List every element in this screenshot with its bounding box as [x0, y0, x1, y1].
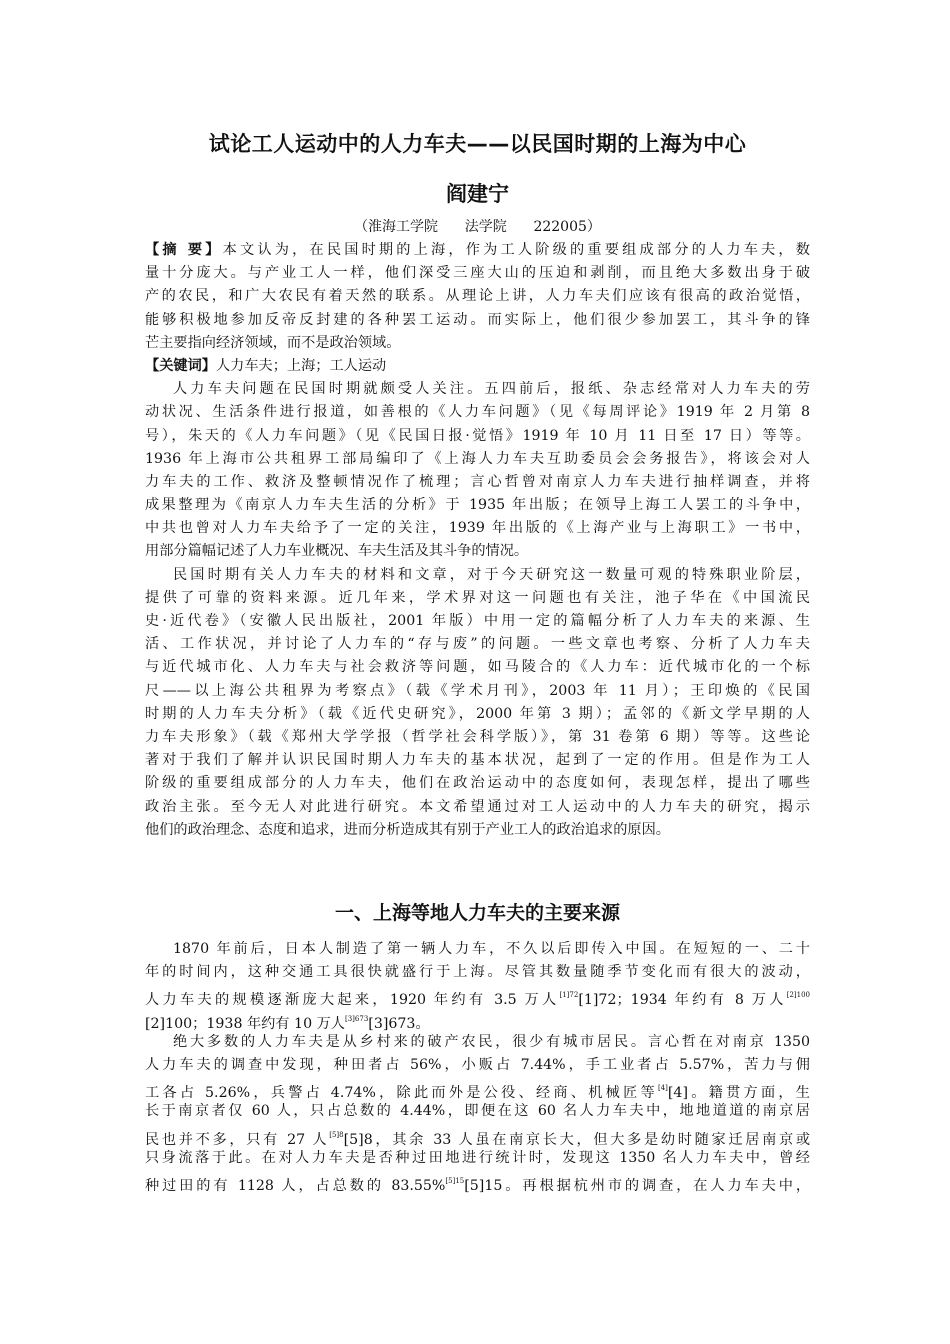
- abstract-line: 量十分庞大。与产业工人一样，他们深受三座大山的压迫和剥削，而且绝大多数出身于破: [145, 265, 810, 282]
- paragraph-line: 动状况、生活条件进行报道，如善根的《人力车问题》（见《每周评论》1919 年 2 月第 8: [145, 404, 810, 421]
- section-heading: 一、上海等地人力车夫的主要来源: [334, 902, 620, 924]
- paragraph-line: 长于南京者仅 60 人，只占总数的 4.44%，即便在这 60 名人力车夫中，地地道道的南京居: [145, 1103, 810, 1120]
- citation-superscript: [4]: [657, 1084, 668, 1093]
- paragraph-line: 1870 年前后，日本人制造了第一辆人力车，不久以后即传入中国。在短短的一、二十: [173, 941, 810, 957]
- paragraph-line: 与近代城市化、人力车夫与社会救济等问题，如马陵合的《人力车：近代城市化的一个标: [145, 659, 810, 676]
- citation-superscript: [1]72: [559, 991, 579, 1000]
- citation-superscript: [2]100: [786, 991, 810, 1000]
- paragraph-line: 民也并不多，只有 27 人$^{[5]8}$[5]8，其余 33 人虽在南京长大，但大多是幼时随家迁居南京或: [145, 1130, 811, 1148]
- abstract-line: 产的农民，和广大农民有着天然的联系。从理论上讲，人力车夫们应该有很高的政治觉悟，: [145, 288, 810, 305]
- paragraph-line: 只身流落于此。在对人力车夫是否种过田地进行统计时，发现这 1350 名人力车夫中，曾经: [145, 1149, 810, 1166]
- abstract-line: 【摘 要】本文认为，在民国时期的上海，作为工人阶级的重要组成部分的人力车夫，数: [145, 242, 810, 258]
- paragraph-line: 工各占 5.26%，兵警占 4.74%，除此而外是公役、经商、机械匠等[4][4]。籍贯方面，生: [145, 1084, 810, 1102]
- citation-superscript: [5]15: [445, 1176, 465, 1185]
- paper-title: 试论工人运动中的人力车夫——以民国时期的上海为中心: [208, 132, 747, 156]
- paragraph-line: 尺——以上海公共租界为考察点》（载《学术月刊》，2003 年 11 月）；王印焕的《民国: [145, 682, 810, 699]
- paragraph-line: 阶级的重要组成部分的人力车夫，他们在政治运动中的态度如何，表现怎样，提出了哪些: [145, 775, 810, 792]
- paragraph-line: 用部分篇幅记述了人力车业概况、车夫生活及其斗争的情况。: [145, 543, 529, 560]
- paragraph-line: 著对于我们了解并认识民国时期人力车夫的基本状况，起到了一定的作用。但是作为工人: [145, 752, 810, 769]
- paragraph-line: 号），朱天的《人力车问题》（见《民国日报·觉悟》1919 年 10 月 11 日至 17 日）等等。: [145, 427, 810, 444]
- paragraph-line: 活、工作状况，并讨论了人力车的“存与废”的问题。一些文章也考察、分析了人力车夫: [145, 636, 810, 653]
- paragraph-line: 史·近代卷》（安徽人民出版社，2001 年版）中用一定的篇幅分析了人力车夫的来源、生: [145, 613, 810, 629]
- abstract-line: 能够积极地参加反帝反封建的各种罢工运动。而实际上，他们很少参加罢工，其斗争的锋: [145, 311, 810, 328]
- paragraph-line: 民国时期有关人力车夫的材料和文章，对于今天研究这一数量可观的特殊职业阶层，: [173, 566, 810, 583]
- paragraph-line: 年的时间内，这种交通工具很快就盛行于上海。尽管其数量随季节变化而有很大的波动，: [145, 964, 810, 981]
- paragraph-line: 中共也曾对人力车夫给予了一定的关注，1939 年出版的《上海产业与上海职工》一书中，: [145, 520, 810, 537]
- section-paragraph-2: [145, 1031, 810, 1193]
- paragraph-line: 他们的政治理念、态度和追求，进而分析造成其有别于产业工人的政治追求的原因。: [145, 821, 670, 838]
- keywords-line: [145, 355, 810, 378]
- author-name: 阎建宁: [446, 182, 509, 206]
- keywords-text: 人力车夫；上海；工人运动: [215, 357, 387, 374]
- abstract-label: 【摘 要】: [145, 242, 223, 258]
- paragraph-line: 人力车夫的调查中发现，种田者占 56%，小贩占 7.44%，手工业者占 5.57%，苦力与佣: [145, 1056, 810, 1073]
- paragraph-line: 提供了可靠的资料来源。近几年来，学术界对这一问题也有关注，池子华在《中国流民: [145, 589, 810, 606]
- paragraph-line: 人力车夫的规模逐渐庞大起来，1920 年约有 3.5 万人$^{[1]72}$[1]72；1934 年约有 8 万人$^{[2]100}$: [145, 991, 810, 1009]
- section-paragraph-1: [145, 938, 810, 1031]
- paragraph-line: 种过田的有 1128 人，占总数的 83.55%$^{[5]15}$[5]15。再根据杭州市的调查，在人力车夫中，: [145, 1176, 811, 1194]
- intro-paragraph-1: [145, 378, 810, 564]
- citation-superscript: [3]673: [345, 1014, 369, 1023]
- affiliation: （淮海工学院 法学院 222005）: [354, 219, 601, 235]
- paragraph-line: 力车夫的工作、救济及整顿情况作了梳理；言心哲曾对南京人力车夫进行抽样调查，并将: [145, 473, 810, 490]
- paragraph-line: 人力车夫问题在民国时期就颇受人关注。五四前后，报纸、杂志经常对人力车夫的劳: [173, 381, 810, 398]
- paragraph-line: 时期的人力车夫分析》（载《近代史研究》，2000 年第 3 期）；孟邻的《新文学早期的人: [145, 705, 810, 722]
- paragraph-line: 力车夫形象》（载《郑州大学学报（哲学社会科学版）》，第 31 卷第 6 期）等等。这些论: [145, 728, 810, 745]
- keywords-label: 【关键词】: [145, 357, 216, 374]
- paragraph-line: 政治主张。至今无人对此进行研究。本文希望通过对工人运动中的人力车夫的研究，揭示: [145, 798, 810, 815]
- section-1-body: [145, 938, 810, 1193]
- paragraph-line: 绝大多数的人力车夫是从乡村来的破产农民，很少有城市居民。言心哲在对南京 1350: [173, 1033, 810, 1050]
- citation-superscript: [5]8: [329, 1130, 344, 1139]
- paragraph-line: [2]100；1938 年约有 10 万人$^{[3]673}$[3]673。: [145, 1014, 430, 1032]
- paragraph-line: 成果整理为《南京人力车夫生活的分析》于 1935 年出版；在领导上海工人罢工的斗争中，: [145, 497, 810, 514]
- front-matter: [145, 239, 810, 842]
- abstract-line: 芒主要指向经济领域，而不是政治领域。: [145, 334, 401, 351]
- paragraph-line: 1936 年上海市公共租界工部局编印了《上海人力车夫互助委员会会务报告》，将该会对人: [145, 450, 810, 467]
- intro-paragraph-2: [145, 564, 810, 842]
